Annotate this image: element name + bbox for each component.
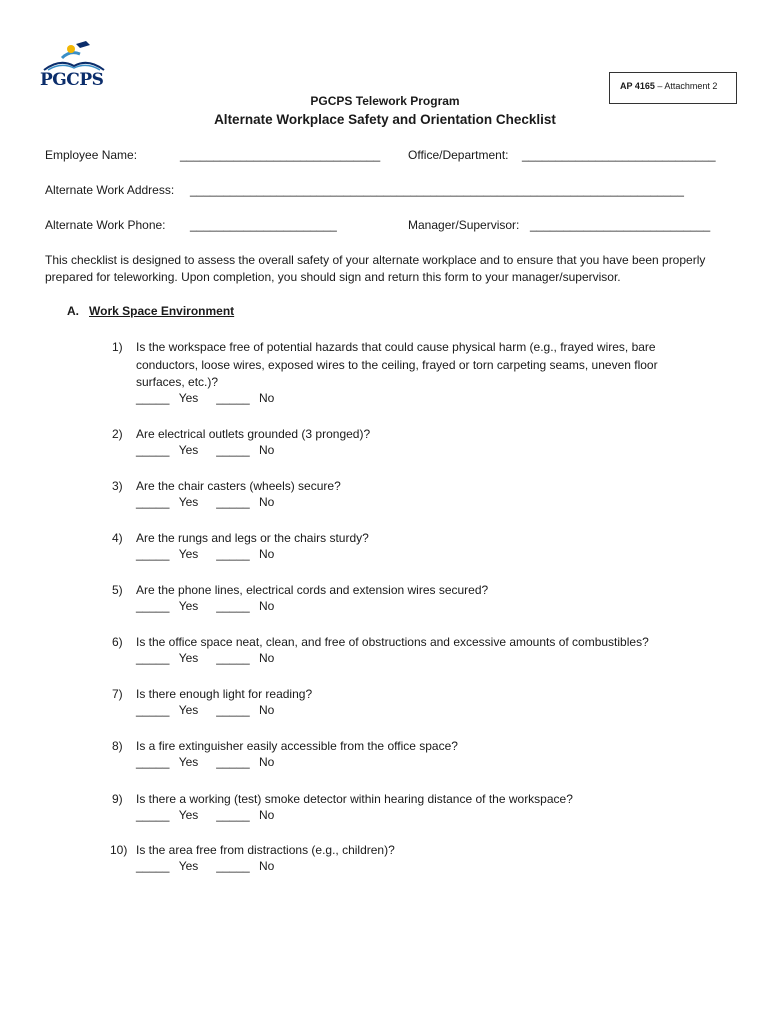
question-number: 6)	[112, 635, 123, 649]
alternate-address-field[interactable]: __________________________________________________________________________	[190, 183, 684, 197]
intro-paragraph: This checklist is designed to assess the overall safety of your alternate workplace and to ensure that you have been properly prepared for teleworking. Upon completion, you should sign and return this form to your manager/supervisor.	[45, 253, 706, 284]
no-blank[interactable]: _____	[216, 391, 250, 405]
question-text: Is the workspace free of potential hazards that could cause physical harm (e.g., frayed wires, bare conductors, loose wires, exposed wires to the ceiling, frayed or torn carpeting seams, uneven floor surfaces, etc.)?	[136, 340, 658, 389]
employee-name-field[interactable]: ______________________________	[180, 148, 381, 162]
answer-row	[136, 391, 274, 405]
no-label: No	[259, 755, 275, 769]
answer-row	[136, 859, 274, 873]
yes-blank[interactable]: _____	[136, 703, 170, 717]
no-label: No	[259, 495, 275, 509]
answer-row	[136, 651, 274, 665]
question-text: Are the chair casters (wheels) secure?	[136, 479, 341, 493]
no-blank[interactable]: _____	[216, 651, 250, 665]
alternate-phone-label: Alternate Work Phone:	[45, 218, 166, 232]
yes-label: Yes	[178, 599, 199, 613]
yes-blank[interactable]: _____	[136, 547, 170, 561]
manager-supervisor-field[interactable]: ___________________________	[530, 218, 711, 232]
question-text: Is there enough light for reading?	[136, 687, 313, 701]
yes-blank[interactable]: _____	[136, 755, 170, 769]
question-text: Are the rungs and legs or the chairs sturdy?	[136, 531, 369, 545]
yes-label: Yes	[178, 703, 199, 717]
question-number: 8)	[112, 739, 123, 753]
no-blank[interactable]: _____	[216, 547, 250, 561]
yes-label: Yes	[178, 755, 199, 769]
section-heading	[67, 304, 234, 318]
question-text: Is there a working (test) smoke detector within hearing distance of the workspace?	[136, 792, 573, 806]
yes-blank[interactable]: _____	[136, 859, 170, 873]
question-number: 7)	[112, 687, 123, 701]
question-number: 5)	[112, 583, 123, 597]
question-text: Are the phone lines, electrical cords and extension wires secured?	[136, 583, 489, 597]
office-department-field[interactable]: _____________________________	[522, 148, 716, 162]
no-label: No	[259, 443, 275, 457]
answer-row	[136, 755, 274, 769]
logo-emblem-icon	[40, 40, 110, 74]
yes-label: Yes	[178, 547, 199, 561]
answer-row	[136, 495, 274, 509]
answer-row	[136, 547, 274, 561]
no-blank[interactable]: _____	[216, 599, 250, 613]
yes-label: Yes	[178, 859, 199, 873]
no-label: No	[259, 391, 275, 405]
attachment-code: AP 4165	[620, 81, 655, 91]
yes-label: Yes	[178, 808, 199, 822]
yes-label: Yes	[178, 391, 199, 405]
no-label: No	[259, 547, 275, 561]
question-number: 2)	[112, 427, 123, 441]
yes-label: Yes	[178, 495, 199, 509]
yes-blank[interactable]: _____	[136, 391, 170, 405]
question-number: 9)	[112, 792, 123, 806]
yes-blank[interactable]: _____	[136, 808, 170, 822]
attachment-suffix: – Attachment 2	[654, 81, 718, 91]
question-text: Is a fire extinguisher easily accessible from the office space?	[136, 739, 458, 753]
no-label: No	[259, 703, 275, 717]
no-blank[interactable]: _____	[216, 495, 250, 509]
no-label: No	[259, 651, 275, 665]
question-number: 4)	[112, 531, 123, 545]
pgcps-logo	[40, 40, 110, 96]
question-number: 10)	[110, 843, 128, 857]
no-blank[interactable]: _____	[216, 808, 250, 822]
no-blank[interactable]: _____	[216, 755, 250, 769]
no-label: No	[259, 599, 275, 613]
office-department-label: Office/Department:	[408, 148, 509, 162]
no-blank[interactable]: _____	[216, 859, 250, 873]
yes-blank[interactable]: _____	[136, 443, 170, 457]
yes-blank[interactable]: _____	[136, 495, 170, 509]
no-blank[interactable]: _____	[216, 443, 250, 457]
yes-blank[interactable]: _____	[136, 599, 170, 613]
section-letter: A.	[67, 304, 79, 318]
form-title: Alternate Workplace Safety and Orientation Checklist	[214, 112, 556, 127]
manager-supervisor-label: Manager/Supervisor:	[408, 218, 520, 232]
yes-blank[interactable]: _____	[136, 651, 170, 665]
question-number: 1)	[112, 340, 123, 354]
answer-row	[136, 599, 274, 613]
no-blank[interactable]: _____	[216, 703, 250, 717]
program-title: PGCPS Telework Program	[310, 94, 460, 108]
question-number: 3)	[112, 479, 123, 493]
yes-label: Yes	[178, 443, 199, 457]
answer-row	[136, 808, 274, 822]
alternate-phone-field[interactable]: ______________________	[190, 218, 337, 232]
answer-row	[136, 443, 274, 457]
answer-row	[136, 703, 274, 717]
no-label: No	[259, 808, 275, 822]
question-text: Are electrical outlets grounded (3 pronged)?	[136, 427, 371, 441]
section-title: Work Space Environment	[89, 304, 235, 318]
no-label: No	[259, 859, 275, 873]
alternate-address-label: Alternate Work Address:	[45, 183, 175, 197]
yes-label: Yes	[178, 651, 199, 665]
logo-wordmark: PGCPS	[40, 70, 104, 90]
employee-name-label: Employee Name:	[45, 148, 138, 162]
question-text: Is the area free from distractions (e.g., children)?	[136, 843, 395, 857]
question-text: Is the office space neat, clean, and free of obstructions and excessive amounts of combustibles?	[136, 635, 649, 649]
